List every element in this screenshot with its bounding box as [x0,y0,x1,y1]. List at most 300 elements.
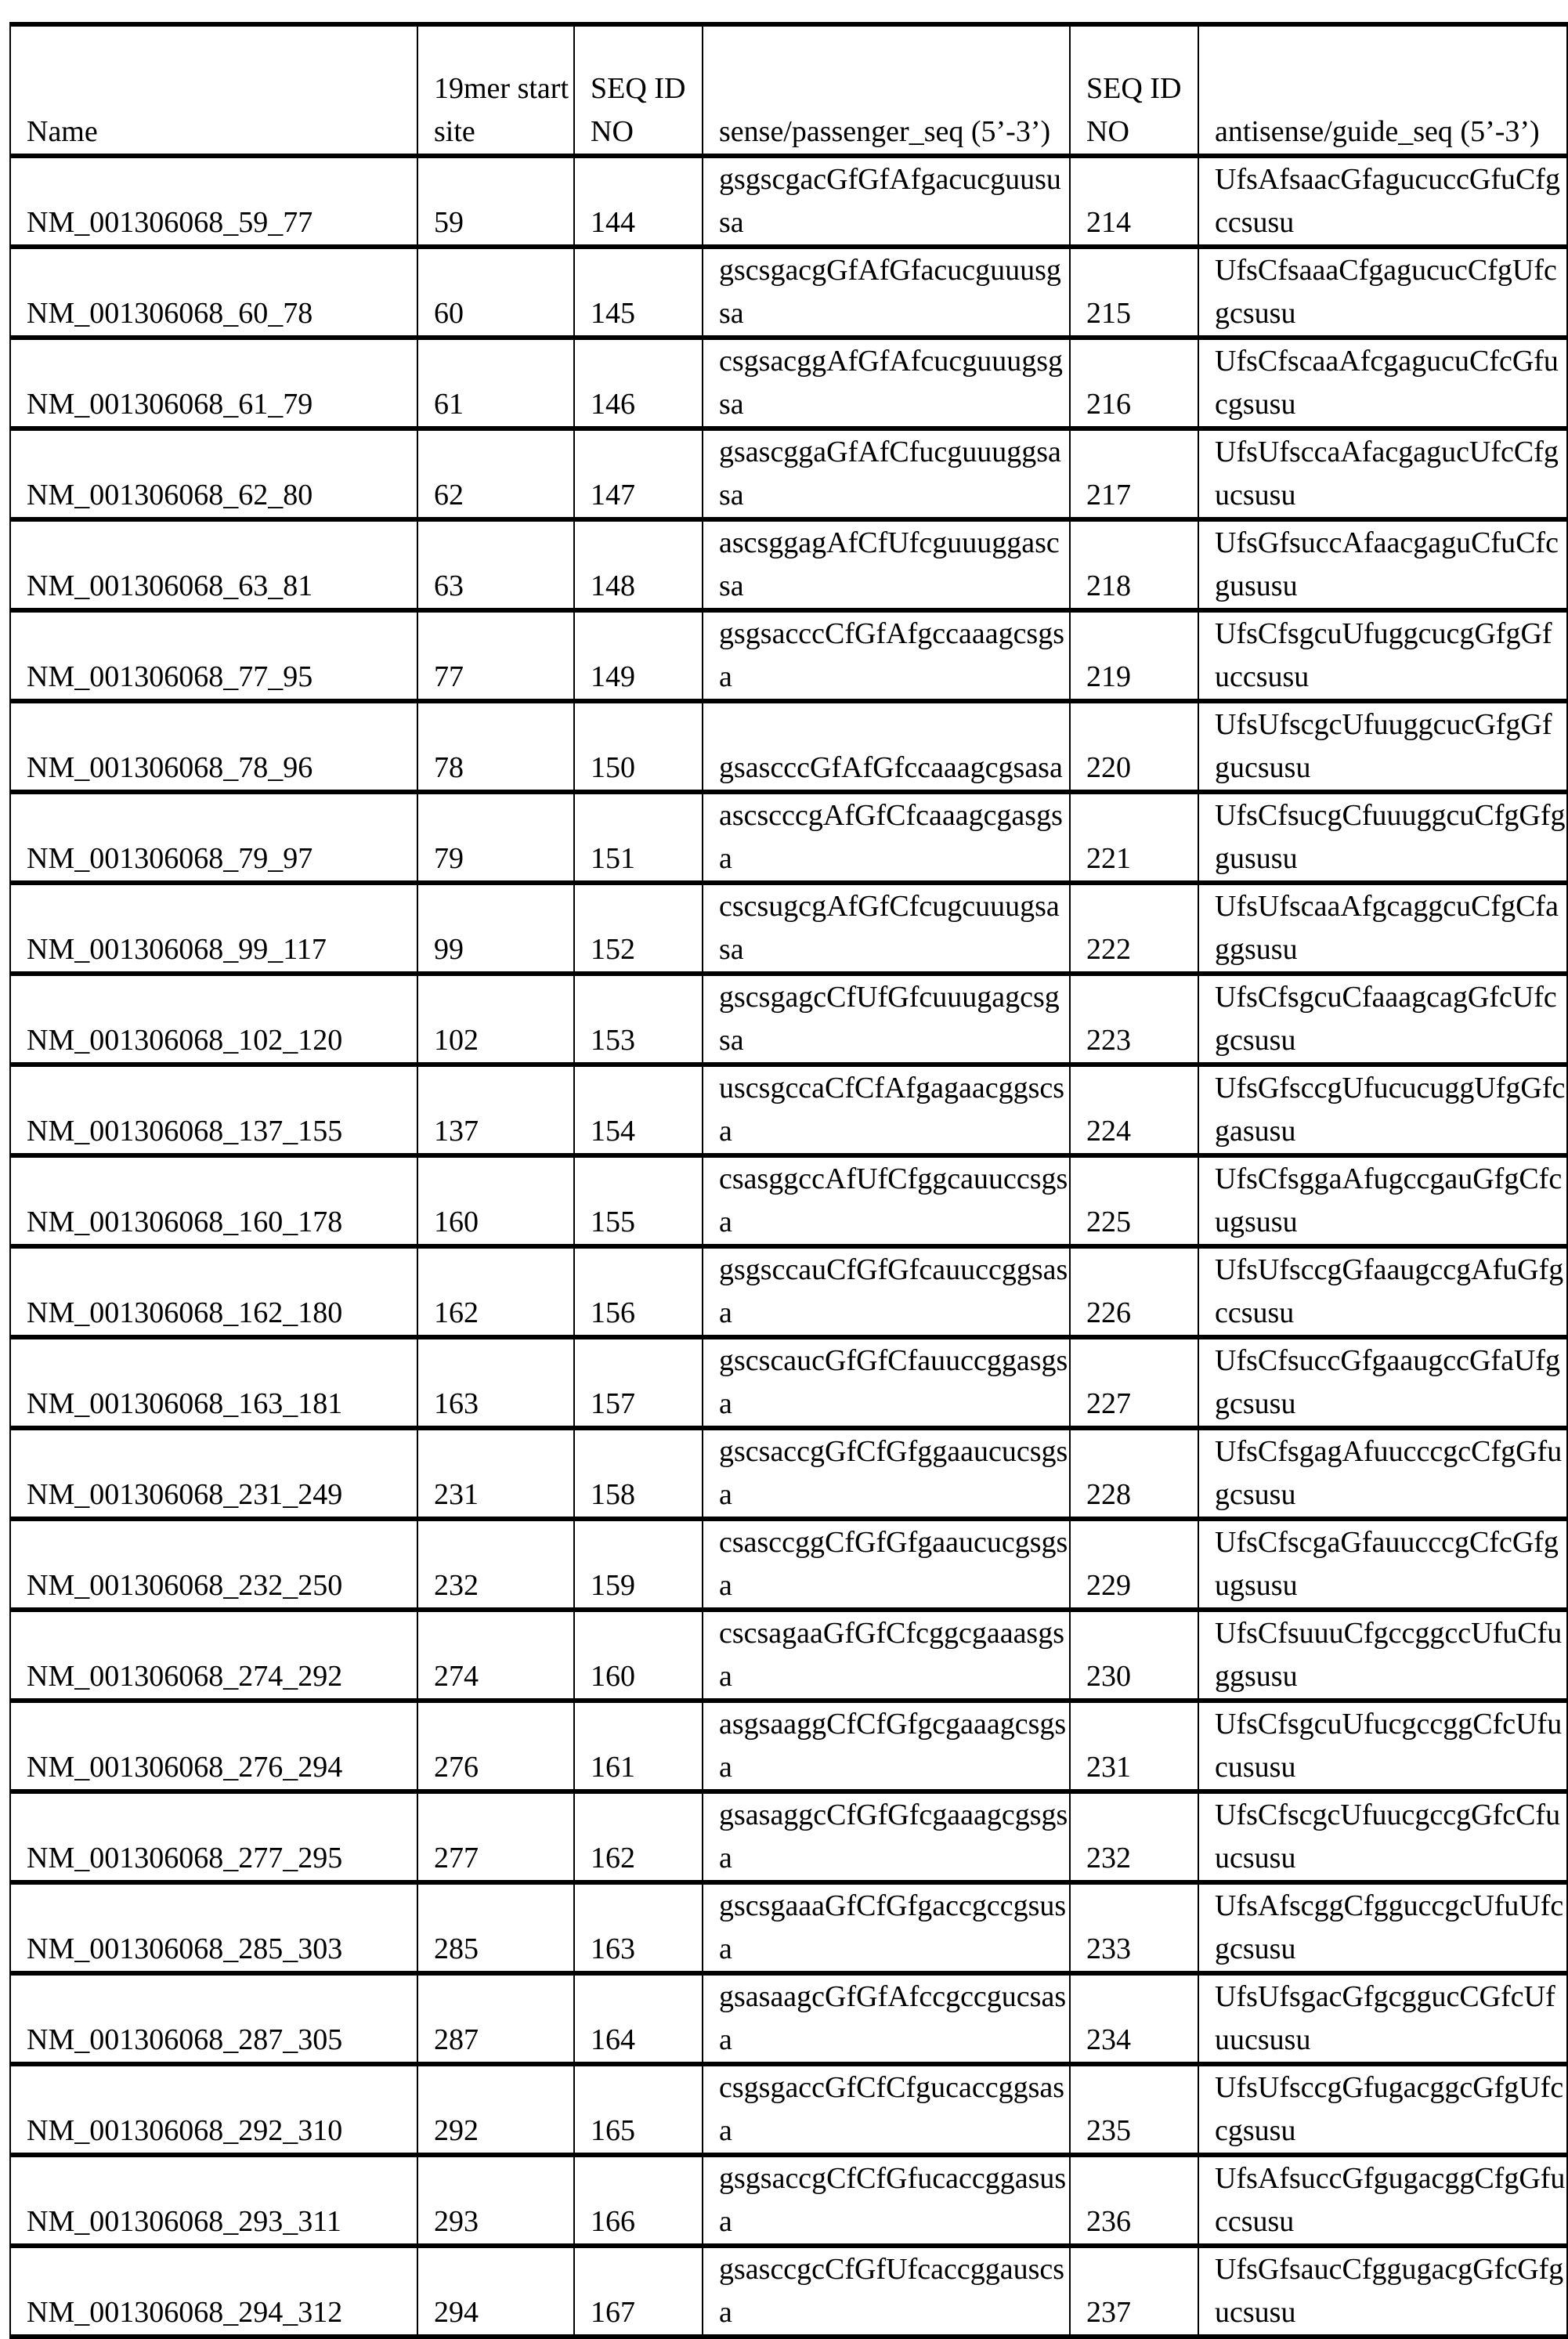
cell-text-antisense: UfsUfsccgGfugacggcGfgUfccgsusu [1215,2071,1564,2147]
cell-text-name: NM_001306068_102_120 [27,1024,343,1057]
cell-text-name: NM_001306068_61_79 [27,388,313,421]
cell-text-start: 163 [434,1387,479,1420]
cell-text-start: 60 [434,297,464,330]
cell-text-seq-id-s: 161 [591,1751,635,1784]
cell-text-sense: cscsagaaGfGfCfcggcgaaasgsa [719,1617,1065,1693]
cell-text-seq-id-s: 162 [591,1842,635,1874]
cell-seq-id-antisense [1070,519,1198,610]
cell-seq-id-antisense [1070,1065,1198,1155]
table-row [10,1246,1567,1337]
cell-antisense-seq [1198,883,1567,974]
cell-text-sense: gscsgagcCfUfGfcuuugagcsgsa [719,981,1060,1057]
cell-text-start: 62 [434,479,464,512]
cell-text-sense: csasggccAfUfCfggcauuccsgsa [719,1162,1068,1238]
cell-name [10,1155,417,1246]
cell-antisense-seq [1198,2064,1567,2155]
cell-text-start: 274 [434,1660,479,1693]
cell-sense-seq [703,1155,1070,1246]
cell-text-seq-id-a: 235 [1086,2114,1131,2147]
cell-text-antisense: UfsCfsucgCfuuuggcuCfgGfggususu [1215,799,1566,875]
table-row [10,701,1567,792]
cell-text-name: NM_001306068_78_96 [27,751,313,784]
cell-sense-seq [703,519,1070,610]
cell-text-sense: asgsaaggCfCfGfgcgaaagcsgsa [719,1708,1067,1784]
cell-text-name: NM_001306068_79_97 [27,842,313,875]
cell-text-start: 78 [434,751,464,784]
cell-antisense-seq [1198,610,1567,701]
cell-text-seq-id-a: 218 [1086,569,1131,602]
cell-text-start: 59 [434,206,464,239]
cell-name [10,1519,417,1610]
cell-antisense-seq [1198,1337,1567,1428]
cell-text-name: NM_001306068_77_95 [27,660,313,693]
cell-antisense-seq [1198,1882,1567,1973]
cell-seq-id-antisense [1070,2155,1198,2246]
cell-text-seq-id-s: 154 [591,1115,635,1148]
cell-sense-seq [703,1882,1070,1973]
cell-start-site [417,428,574,519]
cell-text-seq-id-s: 152 [591,933,635,966]
cell-text-antisense: UfsGfsccgUfucucuggUfgGfcgasusu [1215,1072,1566,1148]
cell-text-antisense: UfsUfsccgGfaaugccgAfuGfgccsusu [1215,1253,1564,1329]
cell-antisense-seq [1198,1701,1567,1791]
table-row [10,156,1567,247]
cell-antisense-seq [1198,1155,1567,1246]
cell-seq-id-antisense [1070,974,1198,1065]
table-row [10,1882,1567,1973]
cell-text-sense: gsgsaccgCfCfGfucaccggasusa [719,2162,1067,2238]
cell-text-name: NM_001306068_231_249 [27,1478,343,1511]
cell-text-sense: gscsgaaaGfCfGfgaccgccgsusa [719,1889,1067,1965]
cell-start-site [417,2155,574,2246]
cell-name [10,1882,417,1973]
table-row [10,792,1567,883]
cell-text-name: NM_001306068_99_117 [27,933,327,966]
cell-text-start: 102 [434,1024,479,1057]
cell-start-site [417,883,574,974]
table-row [10,1428,1567,1519]
cell-text-name: NM_001306068_294_312 [27,2296,343,2329]
header-sense-seq: sense/passenger_seq (5’-3’) [703,24,1070,156]
cell-text-seq-id-a: 228 [1086,1478,1131,1511]
cell-start-site [417,792,574,883]
cell-sense-seq [703,1519,1070,1610]
cell-start-site [417,2246,574,2337]
cell-start-site [417,701,574,792]
cell-name [10,1610,417,1701]
cell-antisense-seq [1198,247,1567,338]
table-row [10,883,1567,974]
cell-start-site [417,156,574,247]
cell-text-name: NM_001306068_276_294 [27,1751,343,1784]
cell-name [10,2155,417,2246]
cell-sense-seq [703,1337,1070,1428]
cell-text-antisense: UfsCfscgcUfuucgccgGfcCfuucsusu [1215,1799,1561,1874]
table-row [10,974,1567,1065]
cell-text-antisense: UfsAfscggCfgguccgcUfuUfcgcsusu [1215,1889,1564,1965]
document-page [9,22,1566,2339]
table-row [10,428,1567,519]
cell-name [10,519,417,610]
cell-text-sense: gsascccGfAfGfccaaagcgsasa [719,751,1063,784]
cell-name [10,156,417,247]
cell-start-site [417,1519,574,1610]
cell-text-seq-id-s: 146 [591,388,635,421]
cell-text-seq-id-s: 147 [591,479,635,512]
cell-sense-seq [703,1791,1070,1882]
cell-antisense-seq [1198,1791,1567,1882]
cell-seq-id-antisense [1070,338,1198,428]
cell-text-seq-id-a: 217 [1086,479,1131,512]
cell-sense-seq [703,2246,1070,2337]
cell-antisense-seq [1198,1610,1567,1701]
cell-sense-seq [703,1610,1070,1701]
cell-antisense-seq [1198,1519,1567,1610]
cell-text-seq-id-a: 225 [1086,1206,1131,1238]
cell-seq-id-sense [574,974,703,1065]
cell-text-sense: gscsgacgGfAfGfacucguuusgsa [719,254,1061,330]
cell-text-name: NM_001306068_277_295 [27,1842,343,1874]
cell-start-site [417,338,574,428]
cell-seq-id-sense [574,1973,703,2064]
cell-seq-id-antisense [1070,883,1198,974]
cell-text-seq-id-s: 151 [591,842,635,875]
cell-seq-id-sense [574,247,703,338]
cell-sense-seq [703,428,1070,519]
cell-text-seq-id-s: 144 [591,206,635,239]
cell-name [10,2064,417,2155]
cell-text-seq-id-s: 158 [591,1478,635,1511]
cell-text-antisense: UfsUfsccaAfacgagucUfcCfgucsusu [1215,436,1559,512]
cell-text-name: NM_001306068_59_77 [27,206,313,239]
cell-text-seq-id-a: 231 [1086,1751,1131,1784]
cell-start-site [417,1428,574,1519]
cell-text-antisense: UfsUfscgcUfuuggcucGfgGfgucsusu [1215,708,1552,784]
cell-text-sense: ascscccgAfGfCfcaaagcgasgsa [719,799,1063,875]
cell-text-antisense: UfsGfsuccAfaacgaguCfuCfcgususu [1215,526,1559,602]
cell-start-site [417,974,574,1065]
cell-seq-id-antisense [1070,1882,1198,1973]
cell-text-sense: gsascggaGfAfCfucguuuggsasa [719,436,1061,512]
cell-text-sense: gsgsacccCfGfAfgccaaagcsgsa [719,617,1065,693]
cell-text-name: NM_001306068_62_80 [27,479,313,512]
cell-sense-seq [703,1973,1070,2064]
cell-text-sense: cscsugcgAfGfCfcugcuuugsasa [719,890,1060,966]
cell-text-seq-id-s: 156 [591,1296,635,1329]
header-seq-id-antisense: SEQ ID NO [1070,24,1198,156]
cell-seq-id-antisense [1070,610,1198,701]
cell-seq-id-sense [574,2246,703,2337]
cell-text-name: NM_001306068_232_250 [27,1569,343,1602]
cell-name [10,1973,417,2064]
cell-name [10,610,417,701]
cell-seq-id-antisense [1070,1155,1198,1246]
cell-text-antisense: UfsCfscgaGfauucccgCfcGfgugsusu [1215,1526,1559,1602]
cell-seq-id-sense [574,519,703,610]
cell-name [10,247,417,338]
table-row [10,2246,1567,2337]
cell-seq-id-antisense [1070,1246,1198,1337]
header-antisense-seq: antisense/guide_seq (5’-3’) [1198,24,1567,156]
cell-text-sense: ascsggagAfCfUfcguuuggascsa [719,526,1060,602]
cell-sense-seq [703,1065,1070,1155]
cell-text-start: 277 [434,1842,479,1874]
cell-text-seq-id-s: 164 [591,2023,635,2056]
cell-seq-id-sense [574,1791,703,1882]
cell-sense-seq [703,883,1070,974]
table-row [10,2155,1567,2246]
header-seq-id-sense: SEQ ID NO [574,24,703,156]
cell-start-site [417,610,574,701]
cell-seq-id-sense [574,1701,703,1791]
cell-text-start: 99 [434,933,464,966]
cell-name [10,428,417,519]
cell-sense-seq [703,2064,1070,2155]
cell-sense-seq [703,2155,1070,2246]
cell-antisense-seq [1198,338,1567,428]
cell-name [10,1701,417,1791]
cell-text-name: NM_001306068_160_178 [27,1206,343,1238]
table-body [10,156,1567,2337]
cell-text-antisense: UfsCfscaaAfcgagucuCfcGfucgsusu [1215,345,1559,421]
cell-text-seq-id-a: 214 [1086,206,1131,239]
cell-start-site [417,1701,574,1791]
cell-start-site [417,247,574,338]
table-row [10,2064,1567,2155]
cell-text-sense: uscsgccaCfCfAfgagaacggscsa [719,1072,1065,1148]
table-row [10,1519,1567,1610]
cell-text-antisense: UfsCfsggaAfugccgauGfgCfcugsusu [1215,1162,1563,1238]
cell-start-site [417,1155,574,1246]
cell-seq-id-sense [574,1065,703,1155]
cell-sense-seq [703,156,1070,247]
cell-seq-id-antisense [1070,1428,1198,1519]
cell-text-seq-id-s: 165 [591,2114,635,2147]
cell-text-start: 294 [434,2296,479,2329]
cell-text-seq-id-a: 221 [1086,842,1131,875]
cell-text-seq-id-s: 149 [591,660,635,693]
cell-antisense-seq [1198,156,1567,247]
cell-sense-seq [703,701,1070,792]
cell-text-start: 79 [434,842,464,875]
table-row [10,519,1567,610]
cell-text-start: 292 [434,2114,479,2147]
cell-text-seq-id-a: 230 [1086,1660,1131,1693]
cell-seq-id-antisense [1070,1791,1198,1882]
cell-name [10,1065,417,1155]
cell-name [10,701,417,792]
cell-seq-id-sense [574,792,703,883]
cell-text-start: 160 [434,1206,479,1238]
cell-sense-seq [703,338,1070,428]
cell-start-site [417,2064,574,2155]
cell-text-name: NM_001306068_285_303 [27,1932,343,1965]
cell-text-seq-id-s: 159 [591,1569,635,1602]
cell-start-site [417,519,574,610]
cell-text-start: 285 [434,1932,479,1965]
cell-text-name: NM_001306068_163_181 [27,1387,343,1420]
cell-start-site [417,1246,574,1337]
cell-seq-id-sense [574,883,703,974]
cell-text-antisense: UfsCfsgagAfuucccgcCfgGfugcsusu [1215,1435,1563,1511]
table-row [10,1610,1567,1701]
cell-text-seq-id-s: 153 [591,1024,635,1057]
cell-text-sense: gsgsccauCfGfGfcauuccggsasa [719,1253,1068,1329]
cell-text-sense: csgsgaccGfCfCfgucaccggsasa [719,2071,1065,2147]
cell-start-site [417,1973,574,2064]
cell-sense-seq [703,1428,1070,1519]
cell-text-name: NM_001306068_162_180 [27,1296,343,1329]
cell-text-sense: gsgscgacGfGfAfgacucguususa [719,163,1061,239]
cell-sense-seq [703,792,1070,883]
cell-text-start: 61 [434,388,464,421]
cell-sense-seq [703,1246,1070,1337]
cell-text-antisense: UfsCfsgcuUfucgccggCfcUfucususu [1215,1708,1563,1784]
cell-seq-id-sense [574,2155,703,2246]
cell-antisense-seq [1198,792,1567,883]
cell-name [10,883,417,974]
table-row [10,1973,1567,2064]
cell-text-seq-id-a: 237 [1086,2296,1131,2329]
cell-text-seq-id-a: 226 [1086,1296,1131,1329]
cell-text-name: NM_001306068_63_81 [27,569,313,602]
cell-name [10,1246,417,1337]
cell-seq-id-sense [574,338,703,428]
cell-seq-id-antisense [1070,2064,1198,2155]
cell-text-seq-id-a: 234 [1086,2023,1131,2056]
table-row [10,338,1567,428]
cell-text-antisense: UfsCfsuccGfgaaugccGfaUfggcsusu [1215,1344,1561,1420]
cell-text-start: 63 [434,569,464,602]
cell-text-antisense: UfsAfsaacGfagucuccGfuCfgccsusu [1215,163,1561,239]
cell-text-name: NM_001306068_293_311 [27,2205,341,2238]
cell-antisense-seq [1198,1065,1567,1155]
cell-name [10,1428,417,1519]
cell-text-seq-id-s: 157 [591,1387,635,1420]
cell-text-name: NM_001306068_60_78 [27,297,313,330]
cell-start-site [417,1337,574,1428]
cell-text-name: NM_001306068_287_305 [27,2023,343,2056]
cell-text-start: 232 [434,1569,479,1602]
cell-seq-id-sense [574,1428,703,1519]
cell-text-antisense: UfsCfsaaaCfgagucucCfgUfcgcsusu [1215,254,1557,330]
cell-seq-id-sense [574,428,703,519]
cell-seq-id-antisense [1070,1973,1198,2064]
cell-text-sense: csgsacggAfGfAfcucguuugsgsa [719,345,1063,421]
cell-text-sense: csasccggCfGfGfgaaucucgsgsa [719,1526,1068,1602]
table-row [10,1337,1567,1428]
cell-seq-id-antisense [1070,1610,1198,1701]
cell-name [10,1337,417,1428]
cell-seq-id-antisense [1070,428,1198,519]
cell-seq-id-sense [574,1246,703,1337]
cell-text-start: 231 [434,1478,479,1511]
header-start-site: 19mer start site [417,24,574,156]
cell-seq-id-sense [574,610,703,701]
cell-text-seq-id-a: 227 [1086,1387,1131,1420]
table-row [10,1065,1567,1155]
cell-text-seq-id-s: 148 [591,569,635,602]
table-row [10,1155,1567,1246]
cell-text-antisense: UfsAfsuccGfgugacggCfgGfuccsusu [1215,2162,1566,2238]
table-row [10,247,1567,338]
cell-seq-id-sense [574,1519,703,1610]
cell-text-seq-id-a: 229 [1086,1569,1131,1602]
table-header-row [10,24,1567,156]
cell-text-antisense: UfsCfsgcuUfuggcucgGfgGfuccsusu [1215,617,1552,693]
cell-text-start: 276 [434,1751,479,1784]
cell-antisense-seq [1198,1246,1567,1337]
cell-seq-id-antisense [1070,247,1198,338]
cell-antisense-seq [1198,519,1567,610]
cell-seq-id-antisense [1070,701,1198,792]
cell-seq-id-antisense [1070,156,1198,247]
cell-text-seq-id-s: 167 [591,2296,635,2329]
table-row [10,610,1567,701]
cell-start-site [417,1065,574,1155]
cell-text-name: NM_001306068_274_292 [27,1660,343,1693]
cell-text-antisense: UfsCfsgcuCfaaagcagGfcUfcgcsusu [1215,981,1557,1057]
cell-antisense-seq [1198,701,1567,792]
cell-sense-seq [703,610,1070,701]
cell-antisense-seq [1198,974,1567,1065]
cell-seq-id-antisense [1070,1337,1198,1428]
cell-text-seq-id-a: 236 [1086,2205,1131,2238]
sirna-sequence-table [9,22,1568,2339]
cell-text-sense: gscsaccgGfCfGfggaaucucsgsa [719,1435,1068,1511]
cell-text-antisense: UfsCfsuuuCfgccggccUfuCfuggsusu [1215,1617,1563,1693]
cell-seq-id-sense [574,1337,703,1428]
cell-text-sense: gsasccgcCfGfUfcaccggauscsa [719,2253,1065,2329]
cell-text-start: 287 [434,2023,479,2056]
cell-text-seq-id-a: 219 [1086,660,1131,693]
cell-text-name: NM_001306068_292_310 [27,2114,343,2147]
cell-antisense-seq [1198,1973,1567,2064]
table-row [10,1701,1567,1791]
cell-text-seq-id-s: 155 [591,1206,635,1238]
cell-text-antisense: UfsGfsaucCfggugacgGfcGfgucsusu [1215,2253,1564,2329]
cell-antisense-seq [1198,428,1567,519]
cell-text-start: 162 [434,1296,479,1329]
cell-text-sense: gsasaagcGfGfAfccgccgucsasa [719,1980,1067,2056]
header-name: Name [10,24,417,156]
cell-text-start: 77 [434,660,464,693]
cell-sense-seq [703,247,1070,338]
cell-seq-id-sense [574,2064,703,2155]
cell-seq-id-antisense [1070,792,1198,883]
cell-seq-id-sense [574,701,703,792]
table-row [10,1791,1567,1882]
cell-sense-seq [703,1701,1070,1791]
cell-text-start: 293 [434,2205,479,2238]
cell-text-seq-id-a: 223 [1086,1024,1131,1057]
cell-text-antisense: UfsUfscaaAfgcaggcuCfgCfaggsusu [1215,890,1559,966]
cell-text-antisense: UfsUfsgacGfgcggucCGfcUfuucsusu [1215,1980,1555,2056]
cell-seq-id-sense [574,1155,703,1246]
cell-antisense-seq [1198,1428,1567,1519]
cell-name [10,1791,417,1882]
cell-start-site [417,1791,574,1882]
cell-name [10,792,417,883]
cell-text-sense: gsasaggcCfGfGfcgaaagcgsgsa [719,1799,1068,1874]
cell-text-name: NM_001306068_137_155 [27,1115,343,1148]
cell-text-seq-id-s: 160 [591,1660,635,1693]
cell-name [10,2246,417,2337]
cell-text-seq-id-s: 150 [591,751,635,784]
cell-seq-id-sense [574,156,703,247]
cell-start-site [417,1882,574,1973]
cell-text-sense: gscscaucGfGfCfauuccggasgsa [719,1344,1068,1420]
